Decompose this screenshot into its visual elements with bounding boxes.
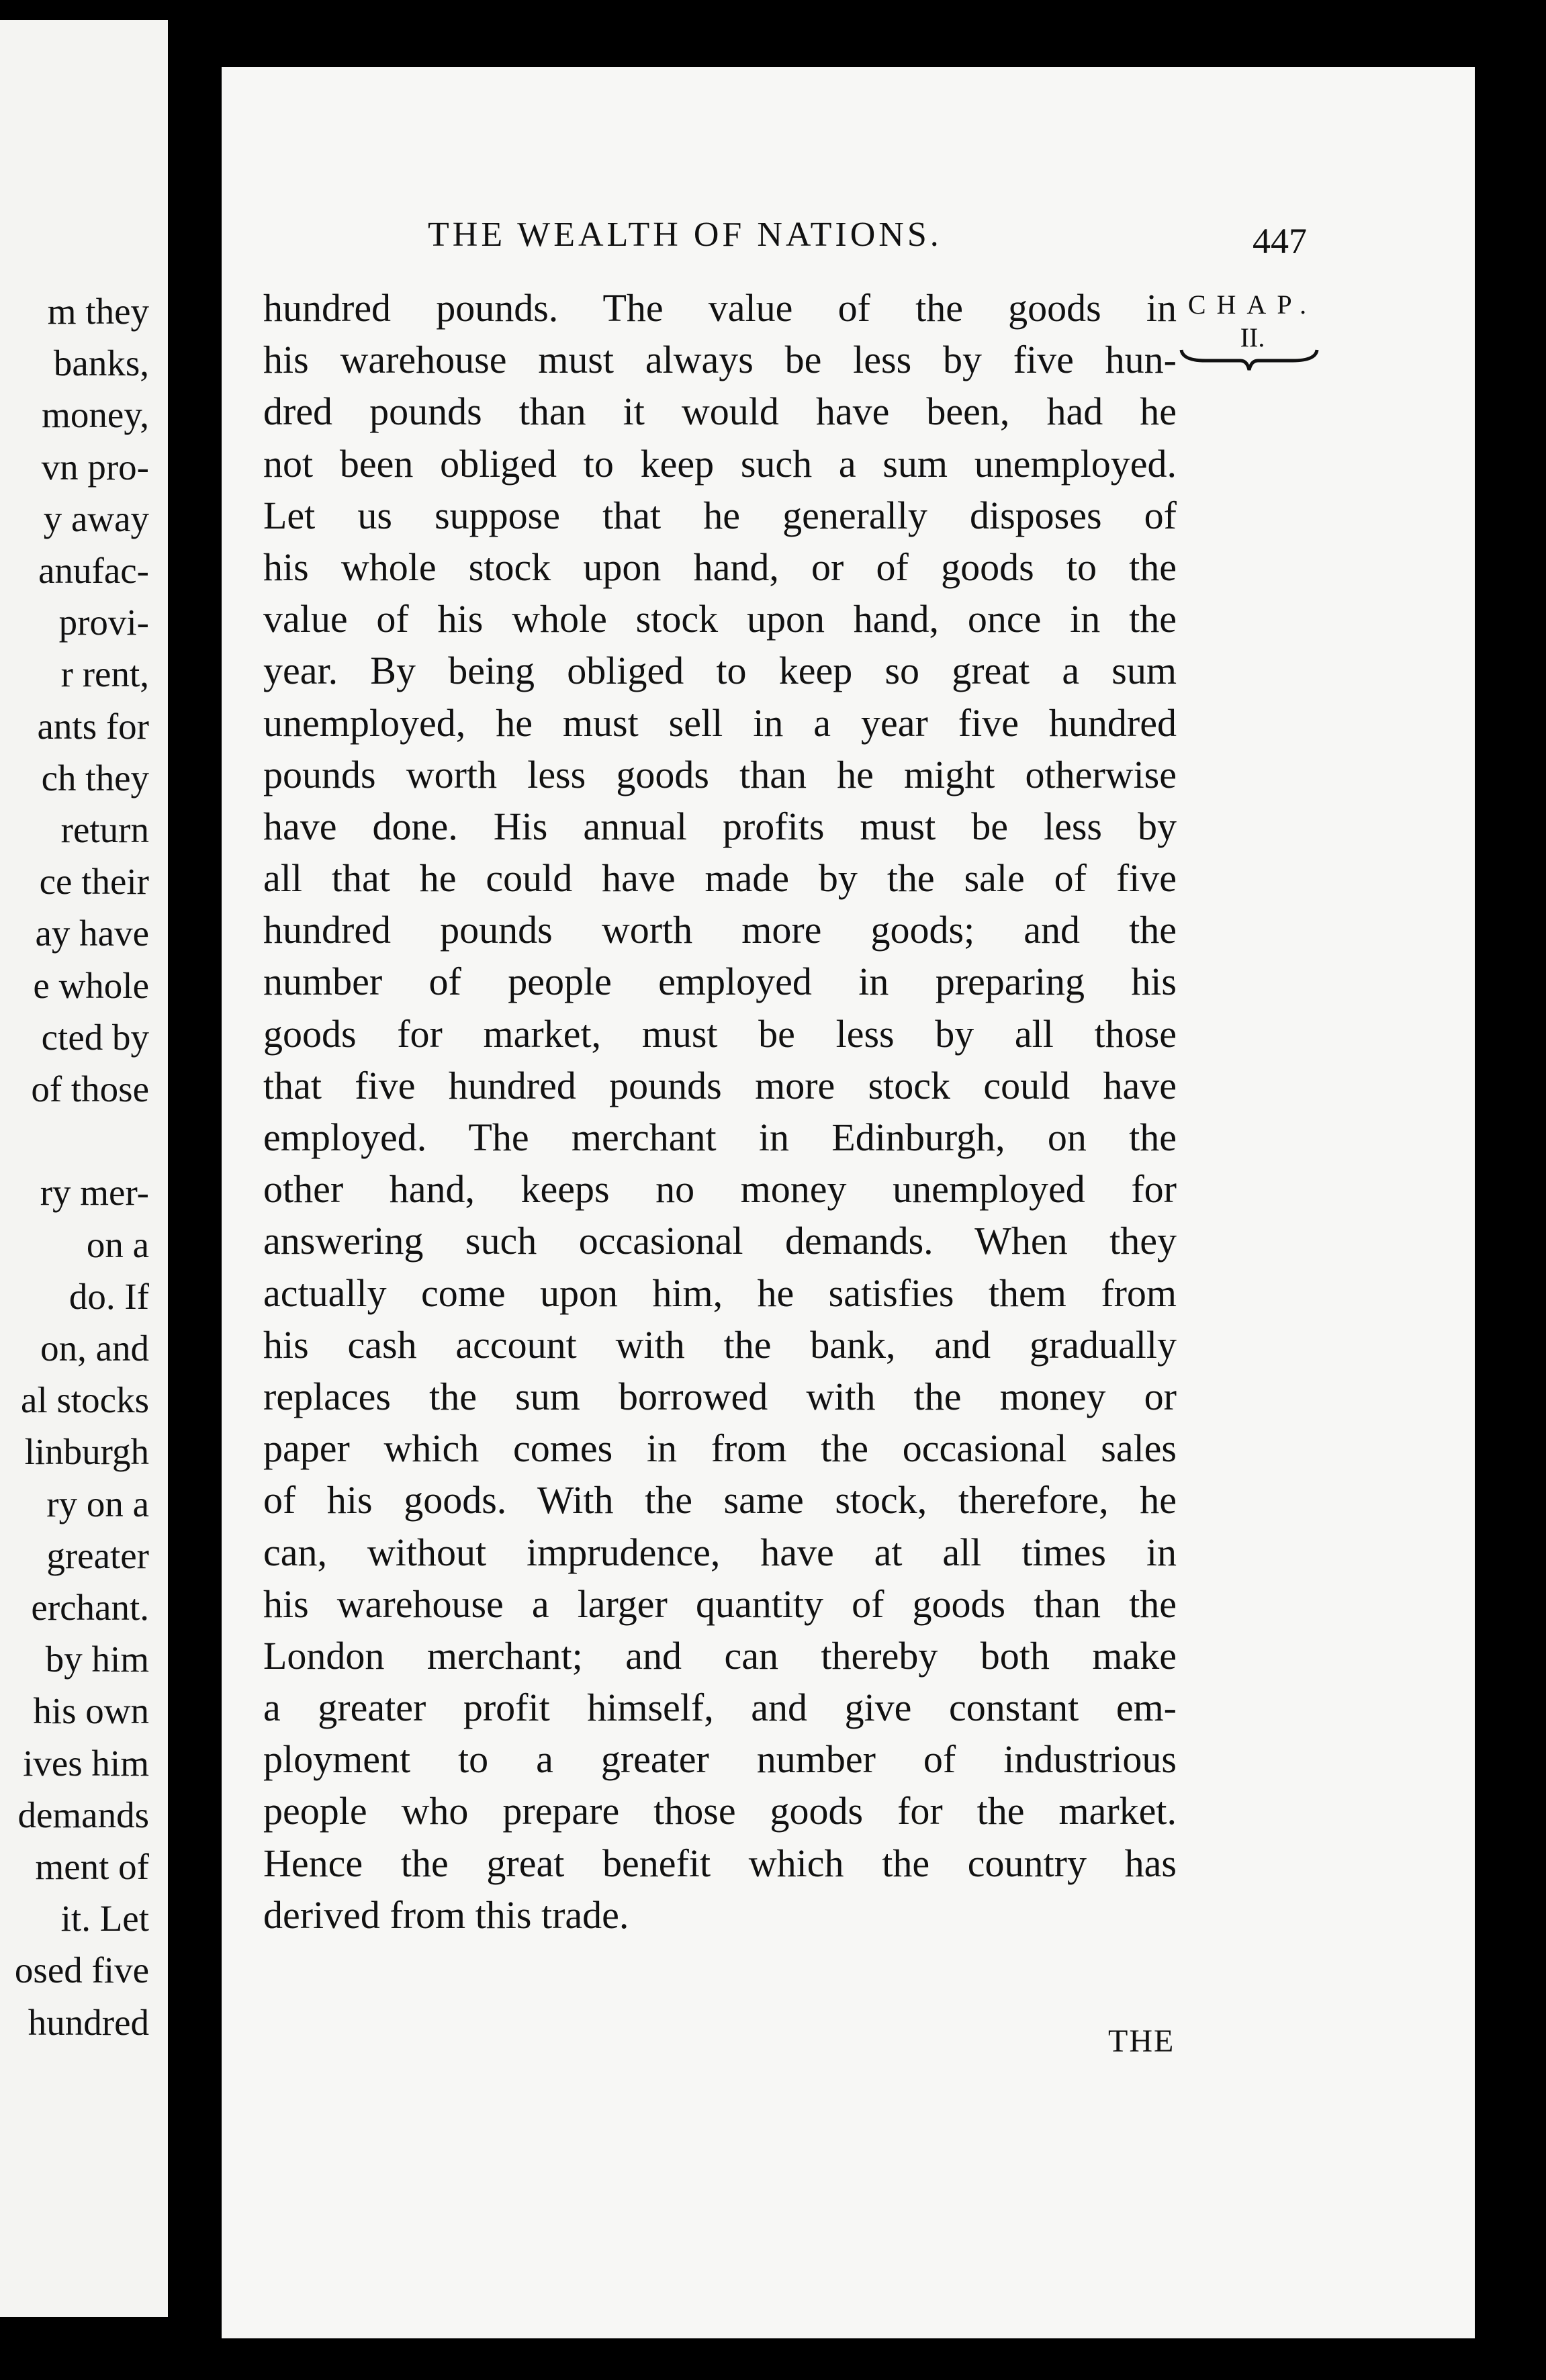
text-line: can, without imprudence, have at all times in <box>263 1530 1177 1574</box>
text-line: goods for market, must be less by all those <box>263 1011 1177 1056</box>
text-line: ployment to a greater number of industrious <box>263 1737 1177 1782</box>
catchword: THE <box>1108 2023 1175 2059</box>
text-line: that five hundred pounds more stock could have <box>263 1063 1177 1107</box>
facing-text-line: erchant. <box>31 1587 149 1628</box>
facing-text-line: ry on a <box>46 1483 149 1524</box>
text-line: London merchant; and can thereby both make <box>263 1633 1177 1678</box>
text-line: his whole stock upon hand, or of goods to the <box>263 545 1177 589</box>
facing-text-line: ay have <box>35 913 149 954</box>
text-line: have done. His annual profits must be less by <box>263 804 1177 848</box>
body-text <box>263 282 1177 1941</box>
text-line: year. By being obliged to keep so great a sum <box>263 649 1177 693</box>
text-line: hundred pounds worth more goods; and the <box>263 908 1177 952</box>
facing-text-line: by him <box>45 1639 149 1680</box>
text-line: people who prepare those goods for the market. <box>263 1789 1177 1833</box>
facing-text-line: r rent, <box>60 653 149 695</box>
facing-text-line: it. Let <box>60 1898 149 1939</box>
facing-text-line: banks, <box>53 342 149 384</box>
text-line: pounds worth less goods than he might otherwise <box>263 752 1177 796</box>
facing-text-line: al stocks <box>21 1379 149 1421</box>
text-line: of his goods. With the same stock, therefore, he <box>263 1478 1177 1522</box>
text-line: hundred pounds. The value of the goods in <box>263 286 1177 330</box>
text-line: dred pounds than it would have been, had he <box>263 390 1177 434</box>
facing-text-line: hundred <box>28 2001 149 2043</box>
facing-text-line: m they <box>47 291 149 332</box>
facing-text-line: ce their <box>39 861 149 903</box>
facing-text-line: do. If <box>69 1275 149 1317</box>
text-line: Hence the great benefit which the country has <box>263 1841 1177 1885</box>
facing-text-line: vn pro- <box>41 446 149 488</box>
facing-text-line: return <box>60 809 149 850</box>
facing-text-line: anufac- <box>38 550 149 591</box>
running-head: THE WEALTH OF NATIONS. <box>428 216 942 254</box>
text-line: his warehouse a larger quantity of goods than the <box>263 1582 1177 1626</box>
facing-text-line: ives him <box>23 1742 149 1784</box>
text-line: a greater profit himself, and give constant em- <box>263 1686 1177 1730</box>
margin-chap-number: II. <box>1240 322 1265 353</box>
text-line: answering such occasional demands. When they <box>263 1219 1177 1263</box>
facing-text-line: e whole <box>33 964 149 1006</box>
text-line: actually come upon him, he satisfies them from <box>263 1271 1177 1315</box>
facing-text-line: demands <box>17 1794 149 1835</box>
brace-icon <box>1179 346 1320 373</box>
facing-text-line: ants for <box>37 705 149 747</box>
facing-text-line: ry mer- <box>40 1172 149 1214</box>
facing-text-line: his own <box>33 1690 149 1732</box>
facing-text-line: greater <box>46 1535 149 1576</box>
text-line: value of his whole stock upon hand, once in the <box>263 597 1177 641</box>
facing-text-line: osed five <box>14 1950 149 1991</box>
text-line: unemployed, he must sell in a year five hundred <box>263 700 1177 745</box>
facing-page-fragment <box>0 20 168 2317</box>
facing-text-line: ment of <box>35 1846 149 1887</box>
facing-text-line: money, <box>42 394 149 436</box>
text-line: employed. The merchant in Edinburgh, on the <box>263 1115 1177 1159</box>
text-line: his cash account with the bank, and gradually <box>263 1322 1177 1367</box>
text-line: not been obliged to keep such a sum unemployed. <box>263 441 1177 486</box>
margin-chap-label: CHAP. <box>1187 289 1318 320</box>
facing-text-line: on a <box>86 1224 149 1265</box>
text-line: his warehouse must always be less by five hun- <box>263 338 1177 382</box>
margin-note <box>1175 289 1330 353</box>
facing-text-line: ch they <box>41 757 149 798</box>
facing-text-line: cted by <box>41 1016 149 1058</box>
text-line: replaces the sum borrowed with the money or <box>263 1374 1177 1418</box>
facing-text-line: y away <box>43 498 149 539</box>
text-line: all that he could have made by the sale of five <box>263 856 1177 901</box>
text-line: Let us suppose that he generally disposes of <box>263 493 1177 537</box>
facing-text-line: on, and <box>40 1328 149 1369</box>
facing-text-line: of those <box>31 1068 149 1109</box>
text-line: paper which comes in from the occasional sales <box>263 1426 1177 1471</box>
book-page <box>222 67 1475 2338</box>
text-line: other hand, keeps no money unemployed for <box>263 1167 1177 1211</box>
facing-text-line: provi- <box>58 602 149 643</box>
text-line: derived from this trade. <box>263 1892 629 1937</box>
page-number: 447 <box>1253 221 1307 261</box>
facing-text-line: linburgh <box>24 1431 149 1473</box>
text-line: number of people employed in preparing his <box>263 960 1177 1004</box>
